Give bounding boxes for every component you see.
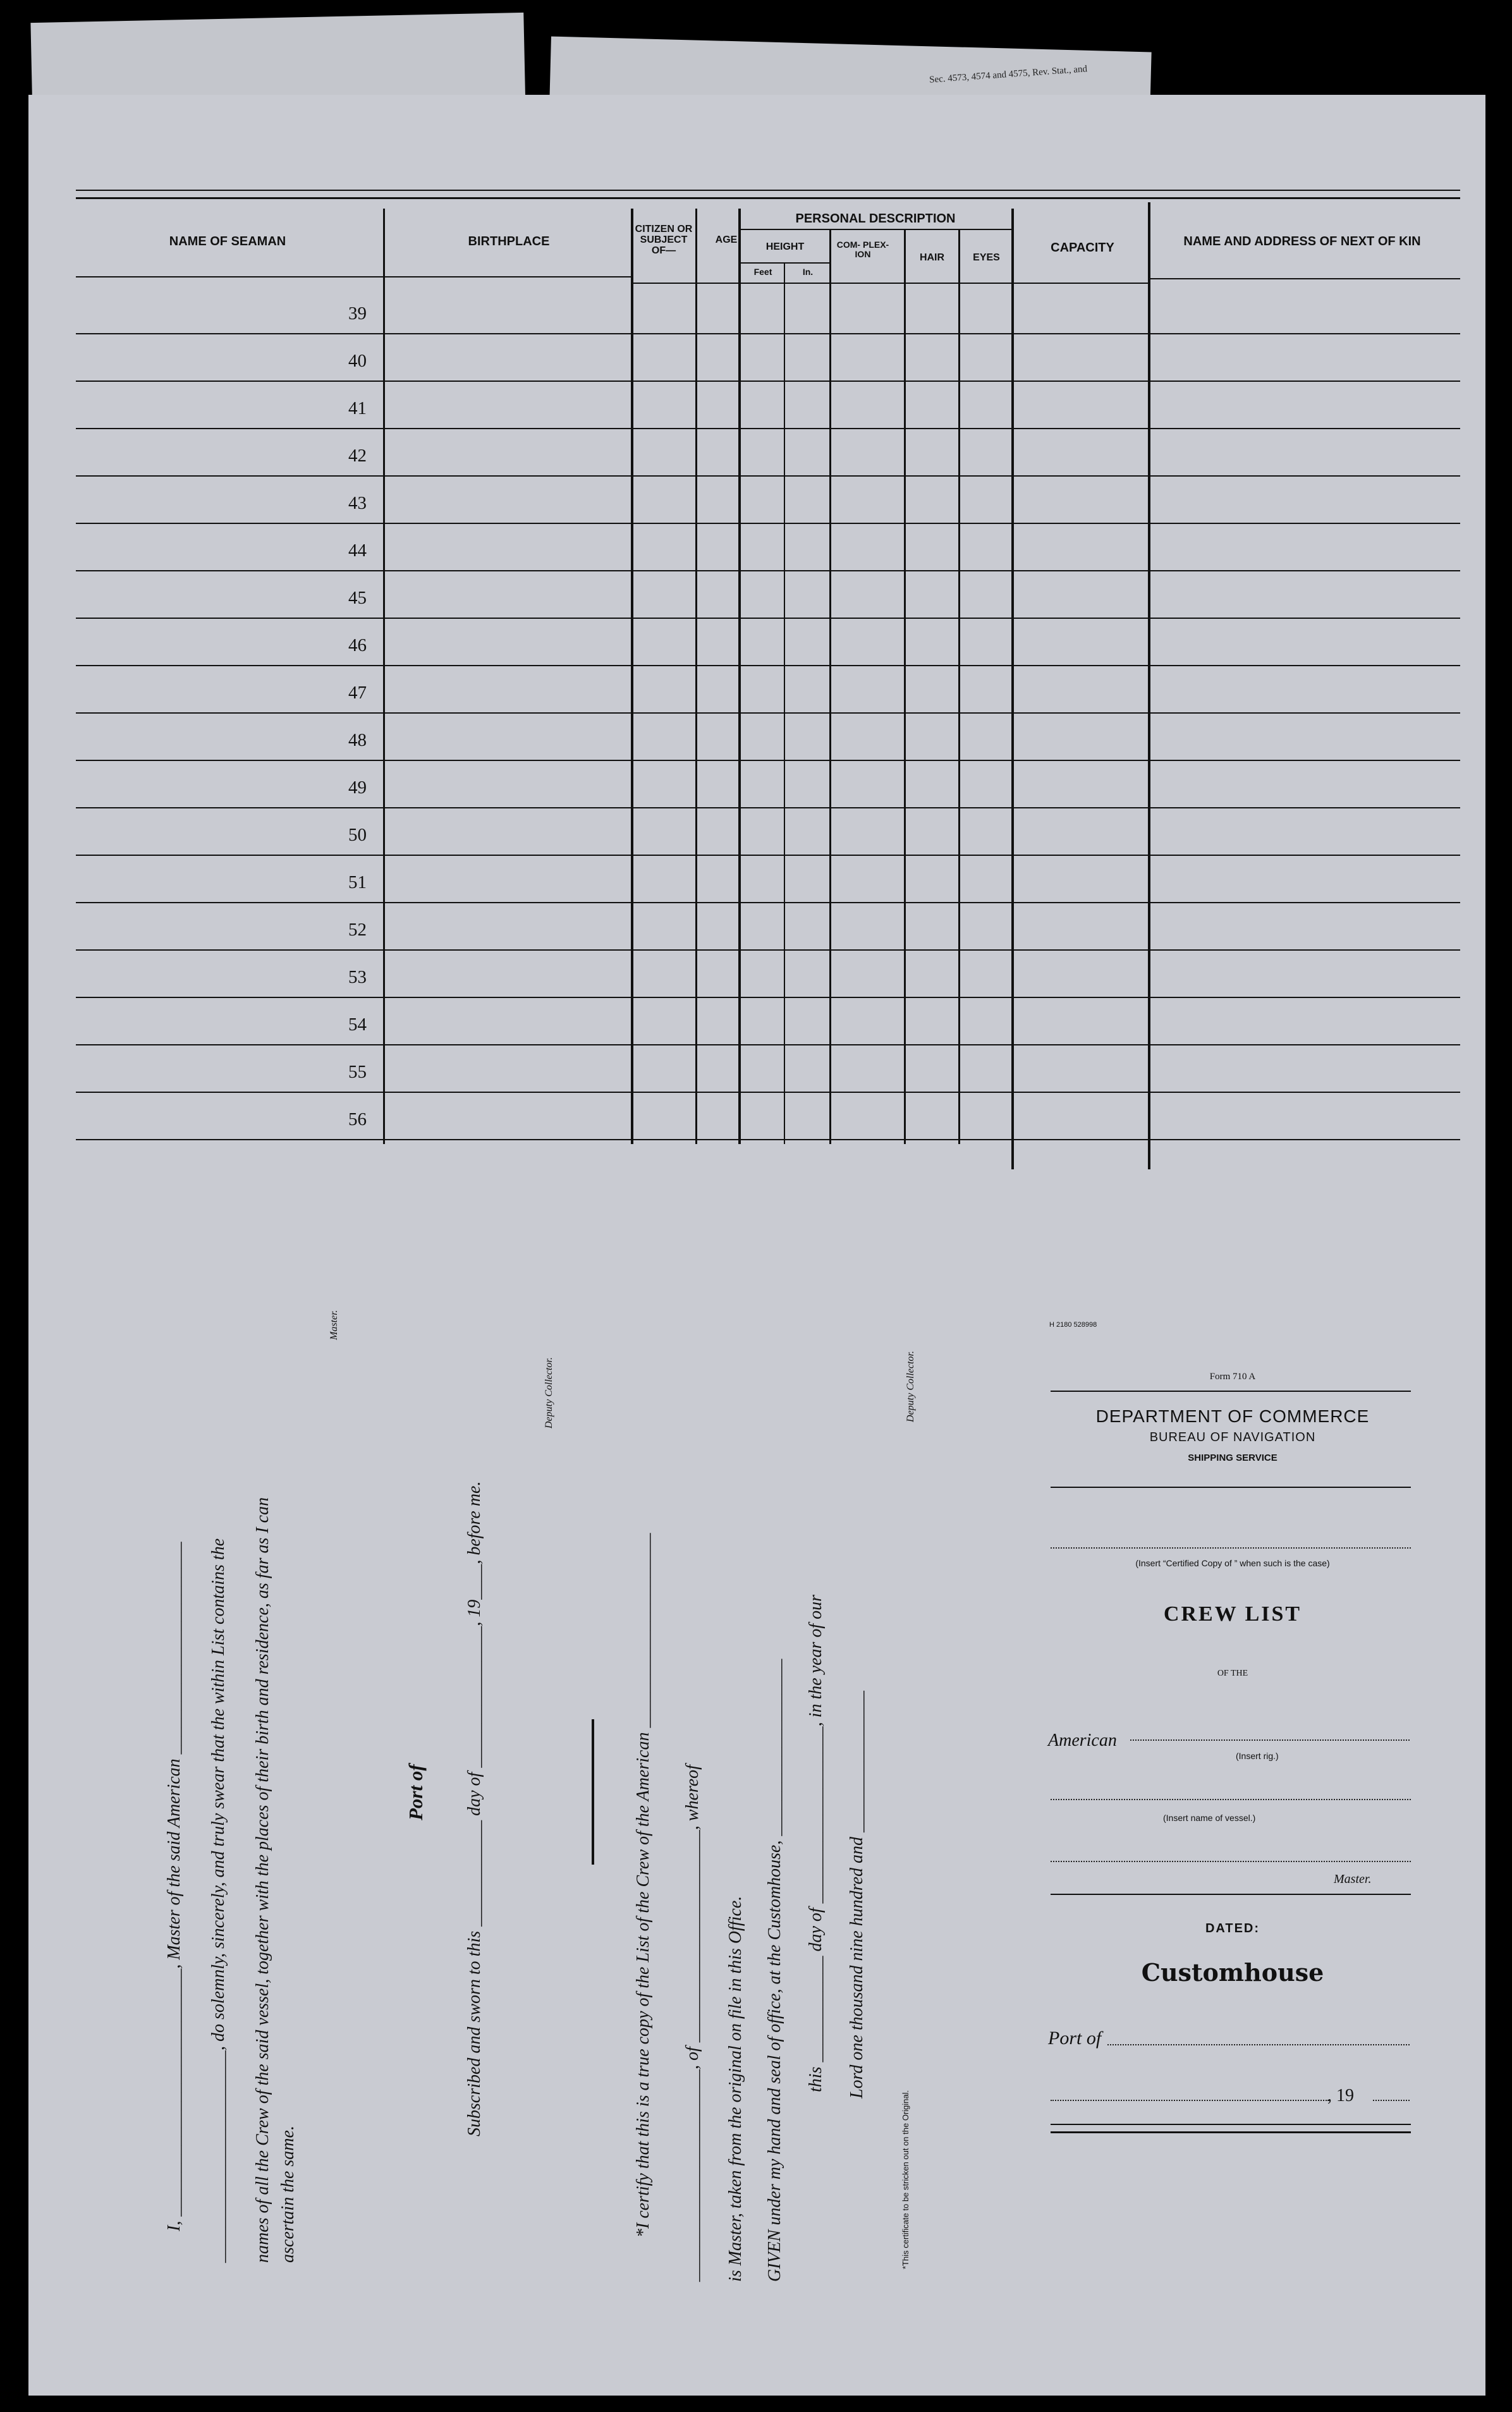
master-label: Master. — [329, 1310, 339, 1340]
row-rule — [76, 997, 1460, 998]
height-rule — [741, 262, 831, 264]
year-label: , 19 — [1327, 2086, 1354, 2105]
certificate-line-4: GIVEN under my hand and seal of office, at the Customhouse, ____________________ — [765, 1659, 784, 2282]
header-bottom-rule-right — [1150, 278, 1460, 279]
row-rule — [76, 902, 1460, 903]
row-number: 51 — [348, 872, 367, 892]
row-number: 55 — [348, 1062, 367, 1082]
certificate-line-3: is Master, taken from the original on file in this Office. — [726, 1896, 745, 2282]
row-number: 46 — [348, 635, 367, 655]
header-personal-description: PERSONAL DESCRIPTION — [795, 212, 956, 226]
header-next-of-kin: NAME AND ADDRESS OF NEXT OF KIN — [1183, 234, 1421, 248]
separator-bar — [592, 1719, 594, 1865]
col-line-4 — [738, 209, 741, 1144]
row-rule — [76, 523, 1460, 524]
row-rule — [76, 381, 1460, 382]
insert-certified-copy-note: (Insert “Certified Copy of ” when such is the case) — [1135, 1558, 1330, 1568]
oath-line-4: ascertain the same. — [278, 2126, 298, 2263]
header-bottom-rule-left — [76, 276, 632, 277]
form-number: Form 710 A — [1209, 1372, 1256, 1382]
col-line-5 — [784, 262, 785, 1144]
row-number: 42 — [348, 446, 367, 466]
row-number: 40 — [348, 351, 367, 371]
row-number: 52 — [348, 920, 367, 940]
header-name-of-seaman: NAME OF SEAMAN — [169, 234, 286, 248]
row-number: 39 — [348, 303, 367, 324]
statute-reference: Sec. 4573, 4574 and 4575, Rev. Stat., and — [929, 64, 1088, 85]
col-line-6 — [829, 229, 831, 1144]
row-rule — [76, 760, 1460, 761]
insert-rig-note: (Insert rig.) — [1236, 1751, 1279, 1761]
col-line-2 — [631, 209, 633, 1144]
table-top-rule-2 — [76, 197, 1460, 199]
row-number: 43 — [348, 493, 367, 513]
crew-list-title: CREW LIST — [1163, 1602, 1302, 1626]
row-number: 44 — [348, 540, 367, 561]
col-line-8 — [958, 229, 960, 1144]
print-code: H 2180 528998 — [1049, 1321, 1097, 1329]
row-number: 56 — [348, 1109, 367, 1130]
cover-port-of-label: Port of — [1048, 2028, 1102, 2049]
row-number: 50 — [348, 825, 367, 845]
row-number: 47 — [348, 683, 367, 703]
certificate-line-6: Lord one thousand nine hundred and ________________ — [847, 1690, 867, 2098]
insert-vessel-name-note: (Insert name of vessel.) — [1163, 1813, 1256, 1823]
personal-description-rule — [740, 229, 1011, 230]
certificate-line-2: ________________________, of ________________________, whereof — [683, 1765, 702, 2282]
row-number: 41 — [348, 398, 367, 418]
header-height: HEIGHT — [765, 241, 805, 252]
row-rule — [76, 665, 1460, 666]
row-rule — [76, 949, 1460, 951]
header-complexion: COM- PLEX- ION — [836, 240, 889, 259]
dated-label: DATED: — [1205, 1922, 1260, 1935]
header-feet: Feet — [753, 267, 772, 277]
port-of-label: Port of — [405, 1764, 427, 1820]
row-rule — [76, 1092, 1460, 1093]
form-page — [28, 95, 1485, 2396]
oath-line-3: names of all the Crew of the said vessel, together with the places of their birth and residence, as far as I can — [253, 1497, 272, 2263]
of-the-label: OF THE — [1217, 1669, 1248, 1678]
row-number: 54 — [348, 1014, 367, 1035]
header-bottom-rule-mid — [632, 283, 1150, 284]
row-number: 49 — [348, 777, 367, 798]
deputy-collector-2: Deputy Collector. — [905, 1351, 916, 1422]
header-hair: HAIR — [919, 252, 945, 263]
col-line-3 — [695, 209, 697, 1144]
row-rule — [76, 428, 1460, 429]
certificate-line-5: this ____________ day of ____________________, in the year of our — [806, 1594, 826, 2092]
customhouse-title: Customhouse — [1141, 1958, 1324, 1987]
certificate-footnote: *This certificate to be stricken out on the Original. — [901, 2090, 910, 2269]
row-number: 53 — [348, 967, 367, 987]
row-rule — [76, 1044, 1460, 1045]
oath-line-1: I, ____________________________, Master of the said American ________________________ — [164, 1542, 184, 2231]
bureau-name: BUREAU OF NAVIGATION — [1149, 1430, 1316, 1444]
row-rule — [76, 712, 1460, 714]
row-rule — [76, 475, 1460, 477]
table-top-rule — [76, 190, 1460, 191]
department-name: DEPARTMENT OF COMMERCE — [1095, 1406, 1370, 1426]
subscribed-line: Subscribed and sworn to this ____________ day of ________________, 19____, before me. — [465, 1481, 484, 2136]
row-number: 48 — [348, 730, 367, 750]
american-label: American — [1048, 1731, 1117, 1750]
row-rule — [76, 570, 1460, 571]
row-rule — [76, 807, 1460, 808]
service-name: SHIPPING SERVICE — [1188, 1453, 1277, 1463]
col-line-7 — [904, 229, 906, 1144]
row-rule — [76, 1139, 1460, 1140]
header-inches: In. — [802, 267, 814, 277]
header-citizen: CITIZEN OR SUBJECT OF— — [635, 224, 693, 256]
row-rule — [76, 855, 1460, 856]
col-line-10 — [1148, 202, 1150, 1169]
col-line-9 — [1011, 209, 1014, 1169]
row-rule — [76, 333, 1460, 334]
header-birthplace: BIRTHPLACE — [468, 234, 550, 248]
header-eyes: EYES — [973, 252, 1000, 263]
header-age: AGE — [715, 234, 738, 245]
row-rule — [76, 618, 1460, 619]
deputy-collector-1: Deputy Collector. — [544, 1357, 554, 1428]
header-capacity: CAPACITY — [1051, 241, 1114, 255]
master-cover-label: Master. — [1334, 1872, 1372, 1886]
row-number: 45 — [348, 588, 367, 608]
oath-line-2: ________________________, do solemnly, sincerely, and truly swear that the within List contains the — [209, 1538, 228, 2263]
col-line-1 — [383, 209, 385, 1144]
certificate-line-1: *I certify that this is a true copy of the List of the Crew of the American ______________________ — [633, 1533, 653, 2238]
